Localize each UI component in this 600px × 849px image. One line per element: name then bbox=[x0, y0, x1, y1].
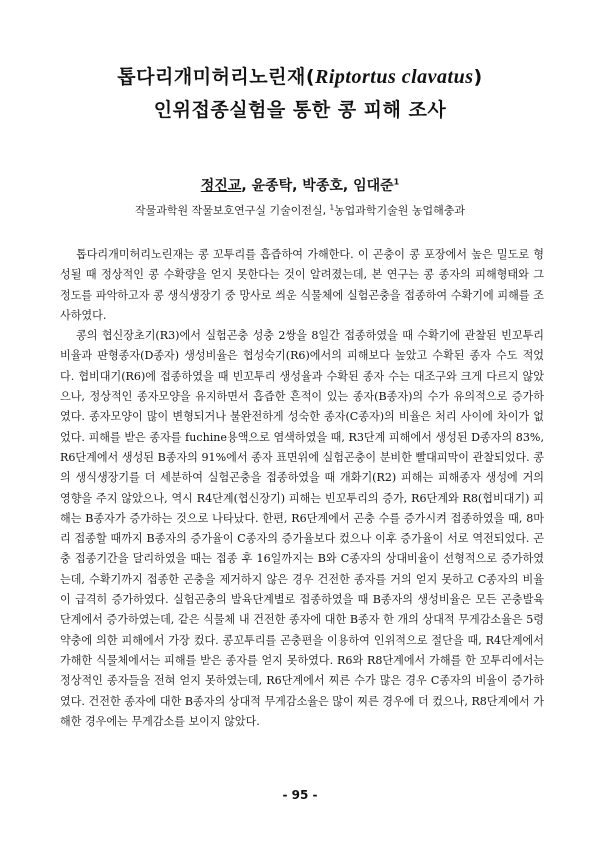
affiliation-main: 작물과학원 작물보호연구실 기술이전실, bbox=[134, 204, 330, 217]
paper-title-line1 bbox=[0, 62, 600, 89]
affiliation-second: 농업과학기술원 농업해충과 bbox=[334, 204, 466, 217]
author-list bbox=[0, 175, 600, 195]
title-suffix: ) bbox=[473, 66, 483, 88]
page-number: - 95 - bbox=[282, 788, 318, 802]
title-prefix: 톱다리개미허리노린재( bbox=[117, 66, 316, 88]
species-name: Riptortus clavatus bbox=[315, 66, 474, 88]
abstract-paragraph-1: 톱다리개미허리노린재는 콩 꼬투리를 흡즙하여 가해한다. 이 곤충이 콩 포장에서 높은 밀도로 형성될 때 정상적인 콩 수확량을 얻지 못한다는 것이 알려졌는데, 본 연구는 콩 종자의 피해형태와 그 정도를 파악하고자 콩 생식생장기 중 망사로 씌운 식물체에 실험곤충을 접종하여 수확기에 피해를 조사하였다. bbox=[60, 248, 544, 322]
affiliation bbox=[0, 202, 600, 218]
affiliation-marker: 1 bbox=[329, 203, 335, 212]
abstract-paragraph-2: 콩의 협신장초기(R3)에서 실험곤충 성충 2쌍을 8일간 접종하였을 때 수확기에 관찰된 빈꼬투리 비율과 판형종자(D종자) 생성비율은 협성숙기(R6)에서의 피해보다 높았고 수확된 종자 수도 적었다. 협비대기(R6)에 접종하였을 때 빈꼬투리 생성율과 수확된 종자 수는 대조구와 크게 다르지 않았으나, 정상적인 종자모양을 유지하면서 흡즙한 흔적이 있는 종자(B종자)의 수가 유의적으로 증가하였다. 종자모양이 많이 변형되거나 불완전하게 성숙한 종자(C종자)의 비율은 처리 사이에 차이가 없었다. 피해를 받은 종자를 fuchine용액으로 염색하였을 때, R3단계 피해에서 생성된 D종자의 83%, R6단계에서 생성된 B종자의 91%에서 종자 표면위에 실험곤충이 분비한 빨대피막이 관찰되었다. 콩의 생식생장기를 더 세분하여 실험곤충을 접종하였을 때 개화기(R2) 피해는 피해종자 생성에 거의 영향을 주지 않았으나, 역시 R4단계(협신장기) 피해는 빈꼬투리의 증가, R6단계와 R8(협비대기) 피해는 B종자가 증가하는 것으로 나타났다. 한편, R6단계에서 곤충 수를 증가시켜 접종하였을 때, 8마리 접종할 때까지 B종자의 증가율이 C종자의 증가율보다 컸으나 이후 증가율이 서로 역전되었다. 곤충 접종기간을 달리하였을 때는 접종 후 16일까지는 B와 C종자의 상대비율이 선형적으로 증가하였는데, 수확기까지 접종한 곤충을 제거하지 않은 경우 건전한 종자를 거의 얻지 못하고 C종자의 비율이 급격히 증가하였다. 실험곤충의 발육단계별로 접종하였을 때 B종자의 생성비율은 모든 곤충발육단계에서 증가하였는데, 같은 식물체 내 건전한 종자에 대한 B종자 한 개의 상대적 무게감소율은 5령 약충에 의한 피해에서 가장 컸다. 콩꼬투리를 곤충편을 이용하여 인위적으로 절단을 때, R4단계에서 가해한 식물체에서는 피해를 받은 종자를 얻지 못하였다. R6와 R8단계에서 가해를 한 꼬투리에서는 정상적인 종자들을 전혀 얻지 못하였는데, R6단계에서 찌른 수가 많은 경우 C종자의 비율이 증가하였다. 건전한 종자에 대한 B종자의 상대적 무게감소율은 많이 찌른 경우에 더 컸으나, R8단계에서 가해한 경우에는 무게감소를 보이지 않았다. bbox=[60, 329, 544, 728]
author-affil-marker: 1 bbox=[393, 177, 400, 187]
other-authors: , 윤종탁, 박종호, 임대준 bbox=[241, 178, 394, 194]
abstract-body bbox=[60, 245, 544, 732]
first-author: 정진교 bbox=[200, 178, 242, 194]
paper-title-line2: 인위접종실험을 통한 콩 피해 조사 bbox=[153, 99, 447, 121]
